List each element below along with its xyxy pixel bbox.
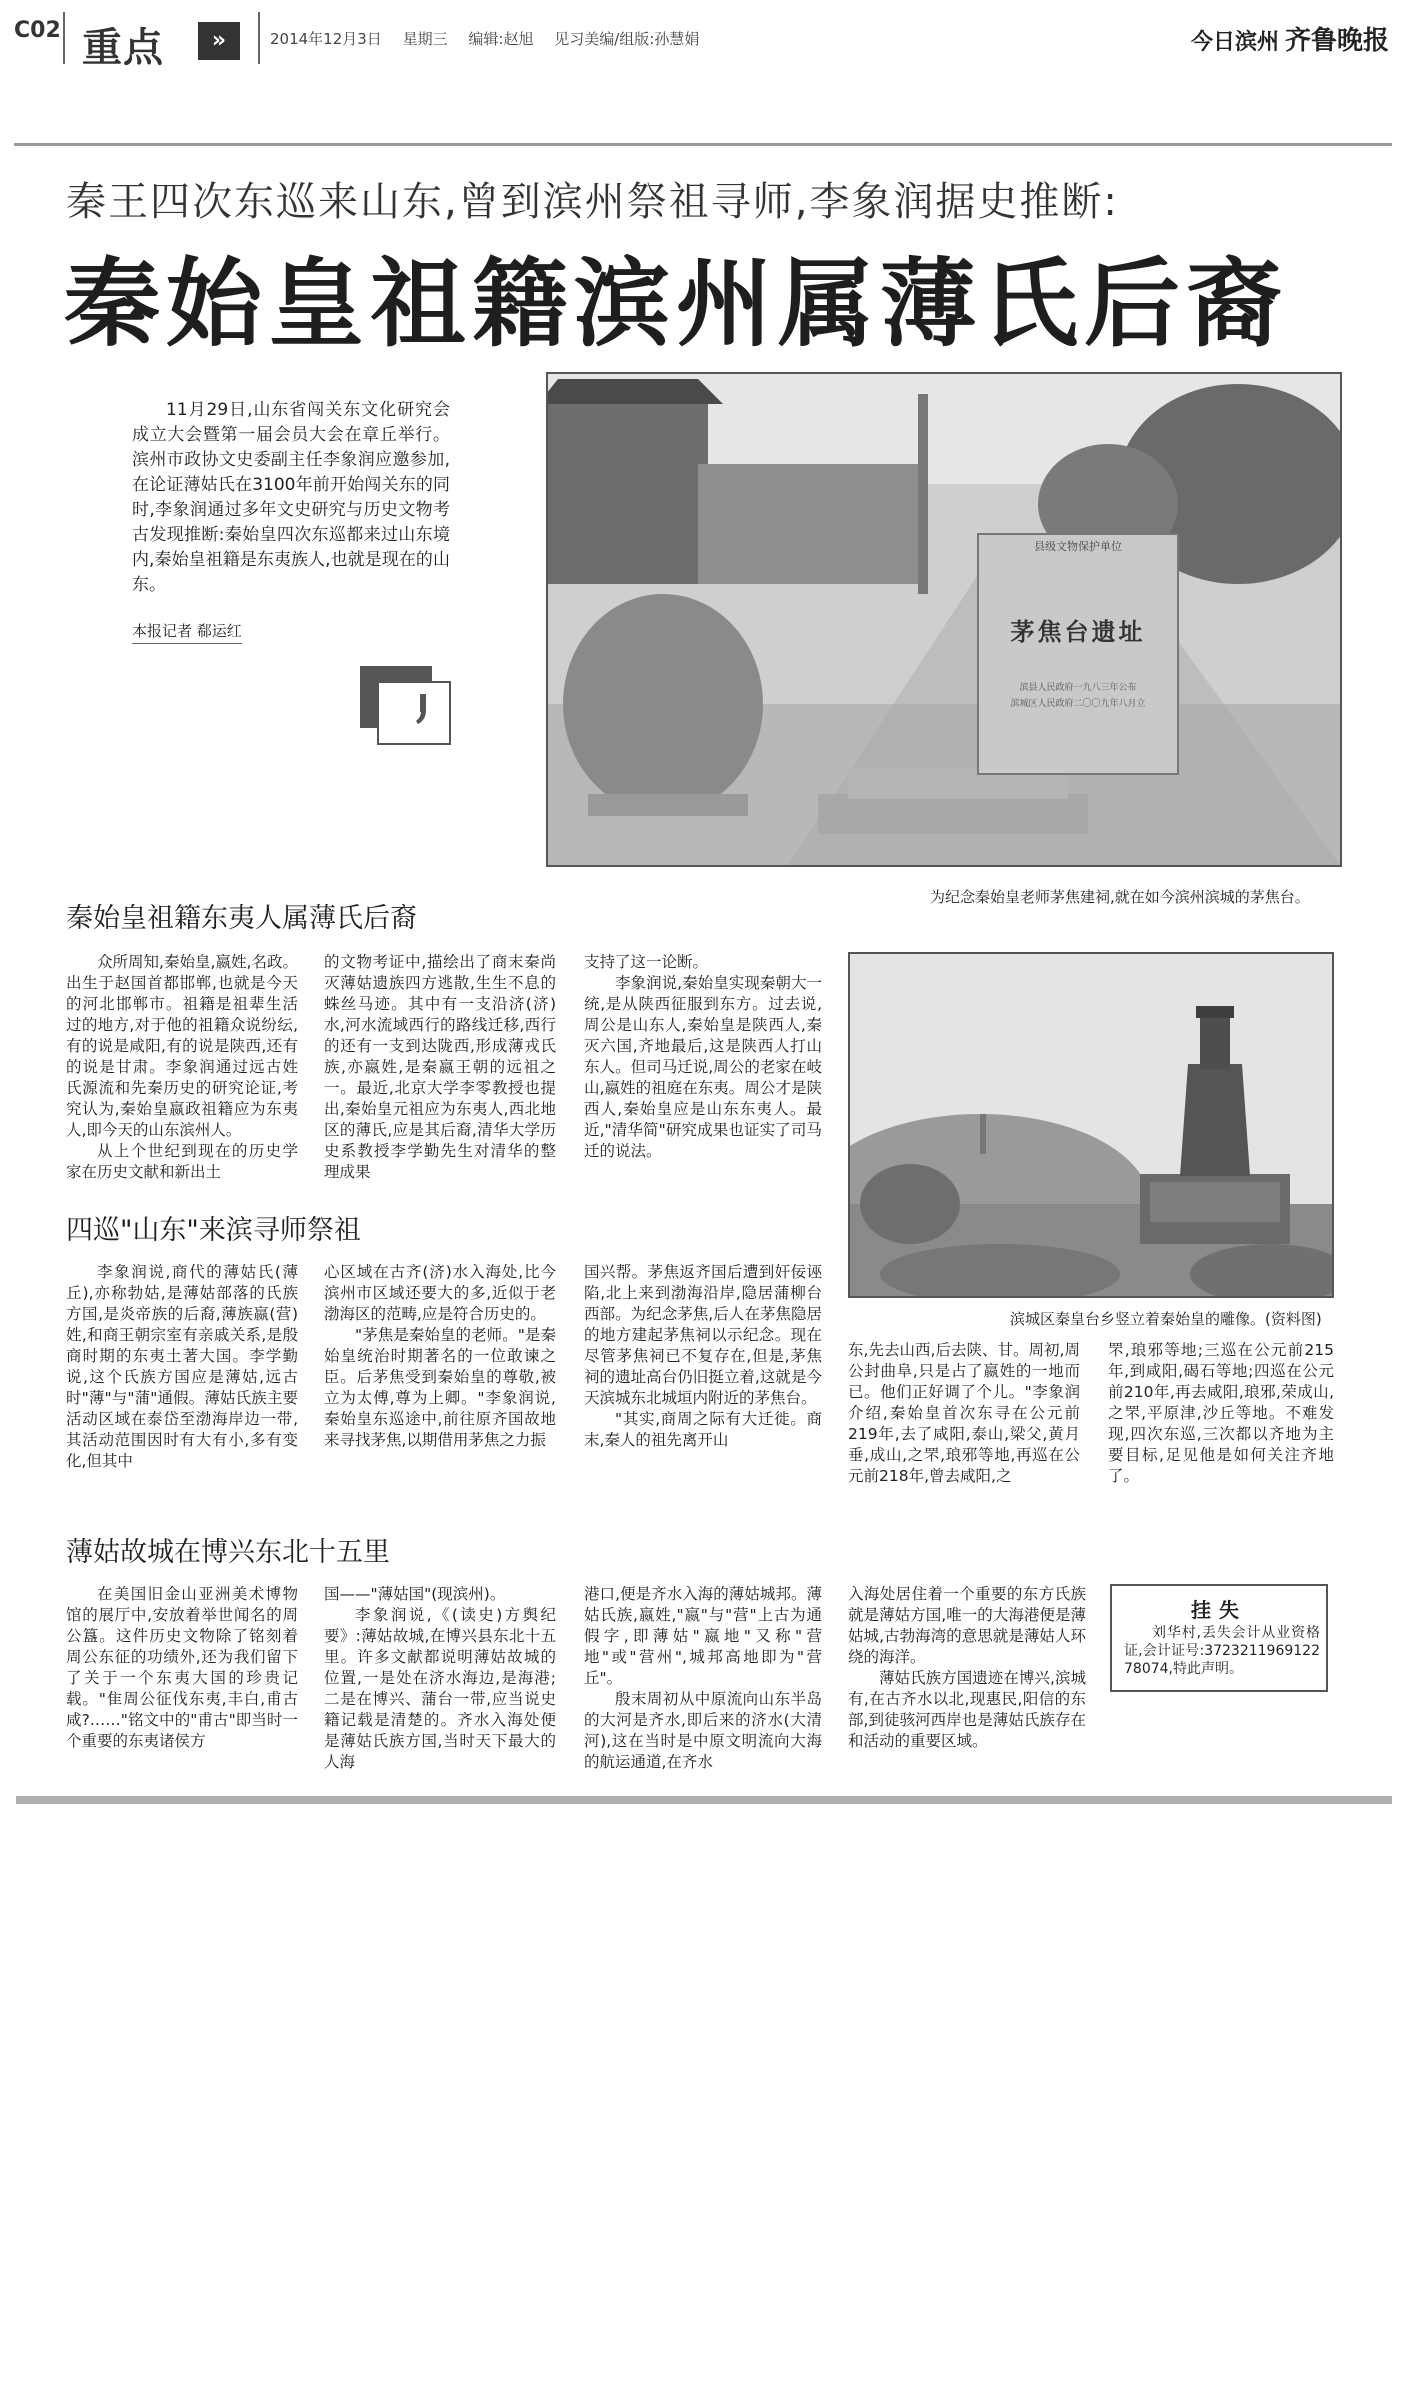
- layout-credit: 见习美编/组版:孙慧娟: [554, 30, 700, 48]
- masthead: [1191, 20, 1389, 57]
- section1-heading: 秦始皇祖籍东夷人属薄氏后裔: [66, 903, 417, 934]
- stele-line1-text: 滨县人民政府一九八三年公布: [1019, 683, 1137, 693]
- section2-column-2: [324, 1262, 556, 1451]
- photo2-caption: 滨城区秦皇台乡竖立着秦始皇的雕像。(资料图): [1010, 1310, 1322, 1328]
- section1-column-2: [324, 952, 556, 1183]
- section1-paragraph: 从上个世纪到现在的历史学家在历史文献和新出土: [66, 1142, 298, 1181]
- maojiaotai-photo-image: [548, 374, 1340, 865]
- section2-paragraph: 心区域在古齐(济)水入海处,比今滨州市区域还要大的多,近似于老渤海区的范畴,应是符合历史的。: [324, 1263, 556, 1323]
- stele-line2-text: 滨城区人民政府二〇〇九年八月立: [1010, 699, 1146, 709]
- lost-notice-box: [1110, 1584, 1328, 1692]
- section2-paragraph: 罘,琅邪等地;三巡在公元前215年,到咸阳,碣石等地;四巡在公元前210年,再去咸阳,琅邪,荣成山,之罘,平原津,沙丘等地。不难发现,四次东巡,三次都以齐地为主要目标,足见他是如何关注齐地了。: [1108, 1341, 1334, 1485]
- quote-mark-icon: [360, 666, 452, 750]
- section3-paragraph: 薄姑氏族方国遗迹在博兴,滨城有,在古齐水以北,现惠民,阳信的东部,到徒骇河西岸也是薄姑氏族存在和活动的重要区域。: [848, 1669, 1086, 1750]
- section1-column-3: [584, 952, 822, 1162]
- qin-statue-photo-image: [850, 954, 1332, 1296]
- section2-heading: 四巡"山东"来滨寻师祭祖: [66, 1215, 361, 1246]
- section1-paragraph: 众所周知,秦始皇,嬴姓,名政。出生于赵国首都邯郸,也就是今天的河北邯郸市。祖籍是祖辈生活过的地方,对于他的祖籍众说纷纭,有的说是咸阳,有的说是陕西,还有的说是甘肃。李象润通过远古姓氏源流和先秦历史的研究论证,考究认为,秦始皇嬴政祖籍应为东夷人,即今天的山东滨州人。: [66, 953, 298, 1139]
- section2-paragraph: 国兴帮。茅焦返齐国后遭到奸佞诬陷,北上来到渤海沿岸,隐居蒲柳台西部。为纪念茅焦,后人在茅焦隐居的地方建起茅焦祠以示纪念。现在尽管茅焦祠已不复存在,但是,茅焦祠的遗址高台仍旧挺立着,这就是今天滨城东北城垣内附近的茅焦台。: [584, 1263, 822, 1407]
- section3-paragraph: 港口,便是齐水入海的薄姑城邦。薄姑氏族,嬴姓,"嬴"与"营"上古为通假字,即薄姑"嬴地"又称"营地"或"营州",城邦高地即为"营丘"。: [584, 1585, 822, 1687]
- section2-column-4: [848, 1340, 1080, 1487]
- section-title: 重点: [82, 25, 164, 71]
- masthead-name: 齐鲁晚报: [1284, 26, 1389, 56]
- notice-title: 挂失: [1191, 1598, 1247, 1622]
- article-title: 秦始皇祖籍滨州属薄氏后裔: [64, 248, 1288, 360]
- masthead-edition: 今日滨州: [1190, 30, 1279, 55]
- section3-heading: 薄姑故城在博兴东北十五里: [66, 1537, 390, 1568]
- section3-paragraph: 殷末周初从中原流向山东半岛的大河是齐水,即后来的济水(大清河),这在当时是中原文明流向大海的航运通道,在齐水: [584, 1690, 822, 1771]
- section3-paragraph: 李象润说,《(读史)方舆纪要》:薄姑故城,在博兴县东北十五里。许多文献都说明薄姑故城的位置,一是处在济水海边,是海港;二是在博兴、蒲台一带,应当说史籍记载是清楚的。齐水入海处便是薄姑氏族方国,当时天下最大的人海: [324, 1606, 556, 1771]
- article-lead: 11月29日,山东省闯关东文化研究会成立大会暨第一届会员大会在章丘举行。滨州市政协文史委副主任李象润应邀参加,在论证薄姑氏在3100年前开始闯关东的同时,李象润通过多年文史研究与历史文物考古发现推断:秦始皇四次东巡都来过山东境内,秦始皇祖籍是东夷族人,也就是现在的山东。: [132, 400, 450, 595]
- top-rule: [14, 143, 1392, 146]
- section2-column-5: [1108, 1340, 1334, 1487]
- section2-paragraph: "茅焦是秦始皇的老师。"是秦始皇统治时期著名的一位敢谏之臣。后茅焦受到秦始皇的尊敬,被立为太傅,尊为上卿。"李象润说,秦始皇东巡途中,前往原齐国故地来寻找茅焦,以期借用茅焦之力振: [324, 1326, 556, 1449]
- section3-column-3: [584, 1584, 822, 1773]
- header-divider: [258, 12, 260, 64]
- section3-column-2: [324, 1584, 556, 1773]
- section2-paragraph: 李象润说,商代的薄姑氏(薄丘),亦称勃姑,是薄姑部落的氏族方国,是炎帝族的后裔,薄族嬴(营)姓,和商王朝宗室有亲戚关系,是殷商时期的东夷土著大国。李学勤说,这个氏族方国应是薄姑,远古时"薄"与"蒲"通假。薄姑氏族主要活动区域在泰岱至渤海岸边一带,其活动范围因时有大有小,多有变化,但其中: [66, 1263, 298, 1470]
- photo-maojiaotai: [546, 372, 1342, 867]
- editor-credit: 编辑:赵旭: [468, 30, 534, 48]
- section1-paragraph: 的文物考证中,描绘出了商末秦尚灭薄姑遗族四方逃散,生生不息的蛛丝马迹。其中有一支沿济(济)水,河水流域西行的路线迁移,西行的还有一支到达陇西,形成薄戎氏族,亦嬴姓,是秦嬴王朝的远祖之一。最近,北京大学李零教授也提出,秦始皇元祖应为东夷人,西北地区的薄氏,应是其后裔,清华大学历史系教授李学勤先生对清华的整理成果: [324, 953, 556, 1181]
- section2-column-3: [584, 1262, 822, 1451]
- section2-paragraph: 东,先去山西,后去陕、甘。周初,周公封曲阜,只是占了嬴姓的一地而已。他们正好调了个儿。"李象润介绍,秦始皇首次东寻在公元前219年,去了咸阳,泰山,梁父,黄月垂,成山,之罘,琅邪等地,再巡在公元前218年,曾去咸阳,之: [848, 1341, 1080, 1485]
- section1-column-1: [66, 952, 298, 1183]
- notice-body: 刘华村,丢失会计从业资格证,会计证号:372321196912278074,特此声明。: [1124, 1625, 1320, 1677]
- section1-paragraph: 支持了这一论断。: [584, 953, 709, 971]
- section3-column-1: [66, 1584, 298, 1752]
- section3-column-4: [848, 1584, 1086, 1752]
- section2-paragraph: "其实,商周之际有大迁徙。商末,秦人的祖先离开山: [584, 1410, 822, 1449]
- header-meta: [270, 28, 715, 49]
- header-divider: [63, 12, 65, 64]
- section3-paragraph: 国——"薄姑国"(现滨州)。: [324, 1585, 506, 1603]
- article-subtitle: 秦王四次东巡来山东,曾到滨州祭祖寻师,李象润据史推断:: [66, 179, 1119, 225]
- section3-paragraph: 在美国旧金山亚洲美术博物馆的展厅中,安放着举世闻名的周公簋。这件历史文物除了铭刻着周公东征的功绩外,还为我们留下了关于一个东夷大国的珍贵记载。"隹周公征伐东夷,丰白,甫古咸?……"铭文中的"甫古"即当时一个重要的东夷诸侯方: [66, 1585, 298, 1750]
- issue-weekday: 星期三: [402, 30, 448, 48]
- section2-column-1: [66, 1262, 298, 1472]
- bottom-rule: [16, 1796, 1392, 1804]
- photo1-caption: 为纪念秦始皇老师茅焦建祠,就在如今滨州滨城的茅焦台。: [930, 888, 1310, 906]
- section1-paragraph: 李象润说,秦始皇实现秦朝大一统,是从陕西征服到东方。过去说,周公是山东人,秦始皇是陕西人,秦灭六国,齐地最后,这是陕西人打山东人。但司马迁说,周公的老家在岐山,嬴姓的祖庭在东夷。周公才是陕西人,秦始皇应是山东东夷人。最近,"清华简"研究成果也证实了司马迁的说法。: [584, 974, 822, 1160]
- issue-date: 2014年12月3日: [270, 30, 382, 48]
- stele-main-text: 茅焦台遗址: [1010, 618, 1146, 646]
- byline: 本报记者 郗运红: [132, 620, 242, 644]
- section3-paragraph: 入海处居住着一个重要的东方氏族就是薄姑方国,唯一的大海港便是薄姑城,古勃海湾的意思就是薄姑人环绕的海洋。: [848, 1585, 1086, 1666]
- photo-qin-statue: [848, 952, 1334, 1298]
- section-arrow-icon: »: [198, 22, 240, 60]
- page-number: C02: [14, 18, 61, 43]
- stele-header-text: 县级文物保护单位: [1034, 540, 1122, 553]
